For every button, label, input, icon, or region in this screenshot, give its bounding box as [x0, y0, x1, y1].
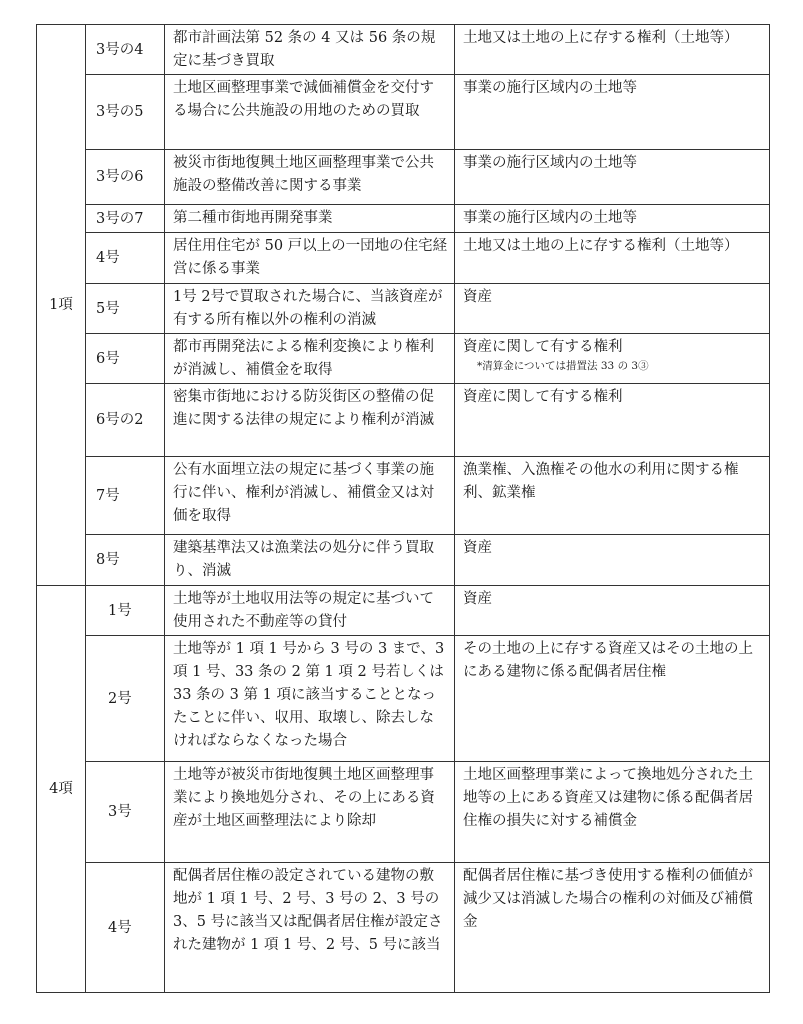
object-cell: 事業の施行区域内の土地等 [455, 150, 770, 205]
object-text: 資産に関して有する権利 [463, 339, 623, 355]
group-label-1: 1項 [37, 25, 86, 586]
description-cell: 1号 2号で買取された場合に、当該資産が有する所有権以外の権利の消滅 [165, 284, 455, 334]
table-row [37, 863, 770, 993]
item-number: 4号 [86, 863, 165, 993]
table-row [37, 334, 770, 384]
table-row [37, 233, 770, 284]
table-row [37, 762, 770, 863]
description-cell: 配偶者居住権の設定されている建物の敷地が 1 項 1 号、2 号、3 号の 2、3 号の 3、5 号に該当又は配偶者居住権が設定された建物が 1 項 1 号、2 号、5 号に該当 [165, 863, 455, 993]
object-cell: 配偶者居住権に基づき使用する権利の価値が減少又は消滅した場合の権利の対価及び補償金 [455, 863, 770, 993]
item-number: 6号の2 [86, 384, 165, 457]
item-number: 3号の6 [86, 150, 165, 205]
table-row [37, 205, 770, 233]
item-number: 3号の7 [86, 205, 165, 233]
description-cell: 都市再開発法による権利変換により権利が消滅し、補償金を取得 [165, 334, 455, 384]
description-cell: 土地等が 1 項 1 号から 3 号の 3 まで、3 項 1 号、33 条の 2 第 1 項 2 号若しくは 33 条の 3 第 1 項に該当することとなったことに伴い、収用、取壊し、除去しなければならなくなった場合 [165, 636, 455, 762]
description-cell: 土地等が土地収用法等の規定に基づいて使用された不動産等の貸付 [165, 586, 455, 636]
item-number: 7号 [86, 457, 165, 535]
description-cell: 建築基準法又は漁業法の処分に伴う買取り、消滅 [165, 535, 455, 586]
item-number: 8号 [86, 535, 165, 586]
object-cell: 資産に関して有する権利 [455, 384, 770, 457]
table-row [37, 535, 770, 586]
object-cell: 土地又は土地の上に存する権利（土地等） [455, 25, 770, 75]
item-number: 2号 [86, 636, 165, 762]
object-cell: 資産 [455, 535, 770, 586]
footnote: *清算金については措置法 33 の 3③ [477, 360, 649, 372]
item-number: 3号の4 [86, 25, 165, 75]
table-row [37, 457, 770, 535]
table-row [37, 586, 770, 636]
description-cell: 居住用住宅が 50 戸以上の一団地の住宅経営に係る事業 [165, 233, 455, 284]
item-number: 3号 [86, 762, 165, 863]
item-number: 6号 [86, 334, 165, 384]
object-cell [455, 334, 770, 384]
object-cell: 土地区画整理事業によって換地処分された土地等の上にある資産又は建物に係る配偶者居住権の損失に対する補償金 [455, 762, 770, 863]
table-row [37, 384, 770, 457]
table-row [37, 150, 770, 205]
description-cell: 第二種市街地再開発事業 [165, 205, 455, 233]
table-row [37, 636, 770, 762]
item-number: 3号の5 [86, 75, 165, 150]
table-row [37, 25, 770, 75]
item-number: 1号 [86, 586, 165, 636]
object-cell: 漁業権、入漁権その他水の利用に関する権利、鉱業権 [455, 457, 770, 535]
object-cell: 資産 [455, 586, 770, 636]
description-cell: 土地等が被災市街地復興土地区画整理事業により換地処分され、その上にある資産が土地区画整理法により除却 [165, 762, 455, 863]
description-cell: 公有水面埋立法の規定に基づく事業の施行に伴い、権利が消滅し、補償金又は対価を取得 [165, 457, 455, 535]
object-cell: 事業の施行区域内の土地等 [455, 205, 770, 233]
object-cell: 資産 [455, 284, 770, 334]
table-row [37, 75, 770, 150]
description-cell: 被災市街地復興土地区画整理事業で公共施設の整備改善に関する事業 [165, 150, 455, 205]
item-number: 5号 [86, 284, 165, 334]
provision-table [36, 24, 770, 993]
object-cell: その土地の上に存する資産又はその土地の上にある建物に係る配偶者居住権 [455, 636, 770, 762]
description-cell: 密集市街地における防災街区の整備の促進に関する法律の規定により権利が消滅 [165, 384, 455, 457]
object-cell: 土地又は土地の上に存する権利（土地等） [455, 233, 770, 284]
table-row [37, 284, 770, 334]
description-cell: 土地区画整理事業で減価補償金を交付する場合に公共施設の用地のための買取 [165, 75, 455, 150]
item-number: 4号 [86, 233, 165, 284]
object-cell: 事業の施行区域内の土地等 [455, 75, 770, 150]
group-label-4: 4項 [37, 586, 86, 993]
description-cell: 都市計画法第 52 条の 4 又は 56 条の規定に基づき買取 [165, 25, 455, 75]
